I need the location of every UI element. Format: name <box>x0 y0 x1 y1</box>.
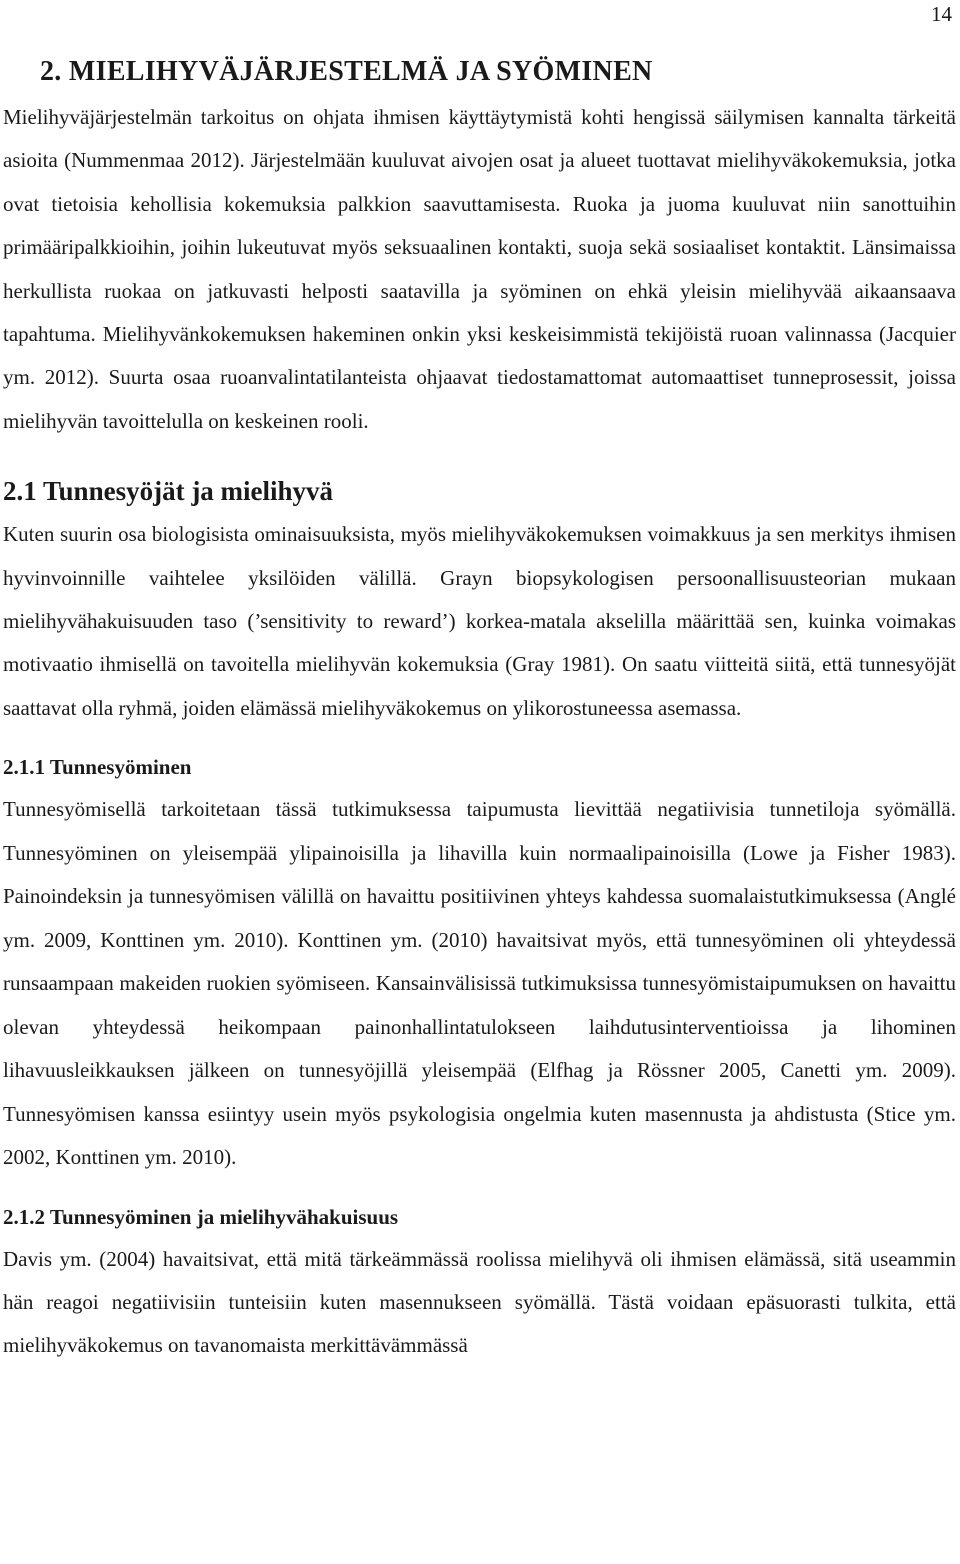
subsection-heading: 2.1 Tunnesyöjät ja mielihyvä <box>3 476 334 507</box>
document-body <box>3 52 956 1367</box>
section-2 <box>3 52 956 443</box>
subsubsection-paragraph: Tunnesyömisellä tarkoitetaan tässä tutkimuksessa taipumusta lievittää negatiivisia tunnetiloja syömällä. Tunnesyöminen on yleisempää ylipainoisilla ja lihavilla kuin normaalipainoisilla (Lowe ja Fisher 1983). Painoindeksin ja tunnesyömisen välillä on havaittu positiivinen yhteys kahdessa suomalaistutkimuksessa (Anglé ym. 2009, Konttinen ym. 2010). Konttinen ym. (2010) havaitsivat myös, että tunnesyöminen oli yhteydessä runsaampaan makeiden ruokien syömiseen. Kansainvälisissä tutkimuksissa tunnesyömistaipumuksen on havaittu olevan yhteydessä heikompaan painonhallintatulokseen laihdutusinterventioissa ja lihominen lihavuusleikkauksen jälkeen on tunnesyöjillä yleisempää (Elfhag ja Rössner 2005, Canetti ym. 2009). Tunnesyömisen kanssa esiintyy usein myös psykologisia ongelmia kuten masennusta ja ahdistusta (Stice ym. 2002, Konttinen ym. 2010). <box>3 797 956 1170</box>
page-number: 14 <box>931 2 952 26</box>
section-2-1-1 <box>3 750 956 1180</box>
section-paragraph: Mielihyväjärjestelmän tarkoitus on ohjata ihmisen käyttäytymistä kohti hengissä säilymisen kannalta tärkeitä asioita (Nummenmaa 2012). Järjestelmään kuuluvat aivojen osat ja alueet tuottavat mielihyväkokemuksia, jotka ovat tietoisia kehollisia kokemuksia palkkion saavuttamisesta. Ruoka ja juoma kuuluvat niin sanottuihin primääripalkkioihin, joihin lukeutuvat myös seksuaalinen kontakti, suoja sekä sosiaaliset kontaktit. Länsimaissa herkullista ruokaa on jatkuvasti helposti saatavilla ja syöminen on ehkä yleisin mielihyvää aikaansaava tapahtuma. Mielihyvänkokemuksen hakeminen onkin yksi keskeisimmistä tekijöistä ruoan valinnassa (Jacquier ym. 2012). Suurta osaa ruoanvalintatilanteista ohjaavat tiedostamattomat automaattiset tunneprosessit, joissa mielihyvän tavoittelulla on keskeinen rooli. <box>3 105 956 433</box>
subsubsection-heading: 2.1.2 Tunnesyöminen ja mielihyvähakuisuus <box>3 1204 399 1229</box>
section-heading: 2. MIELIHYVÄJÄRJESTELMÄ JA SYÖMINEN <box>40 56 653 87</box>
subsection-paragraph: Kuten suurin osa biologisista ominaisuuksista, myös mielihyväkokemuksen voimakkuus ja sen merkitys ihmisen hyvinvoinnille vaihtelee yksilöiden välillä. Grayn biopsykologisen persoonallisuusteorian mukaan mielihyvähakuisuuden taso (’sensitivity to reward’) korkea-matala akselilla määrittää sen, kuinka voimakas motivaatio ihmisellä on tavoitella mielihyvän kokemuksia (Gray 1981). On saatu viitteitä siitä, että tunnesyöjät saattavat olla ryhmä, joiden elämässä mielihyväkokemus on ylikorostuneessa asemassa. <box>3 522 956 720</box>
section-2-1-2 <box>3 1200 956 1368</box>
section-2-1 <box>3 473 956 730</box>
subsubsection-heading: 2.1.1 Tunnesyöminen <box>3 755 192 780</box>
subsubsection-paragraph: Davis ym. (2004) havaitsivat, että mitä tärkeämmässä roolissa mielihyvä oli ihmisen elämässä, sitä useammin hän reagoi negatiivisiin tunteisiin kuten masennukseen syömällä. Tästä voidaan epäsuorasti tulkita, että mielihyväkokemus on tavanomaista merkittävämmässä <box>3 1246 956 1358</box>
